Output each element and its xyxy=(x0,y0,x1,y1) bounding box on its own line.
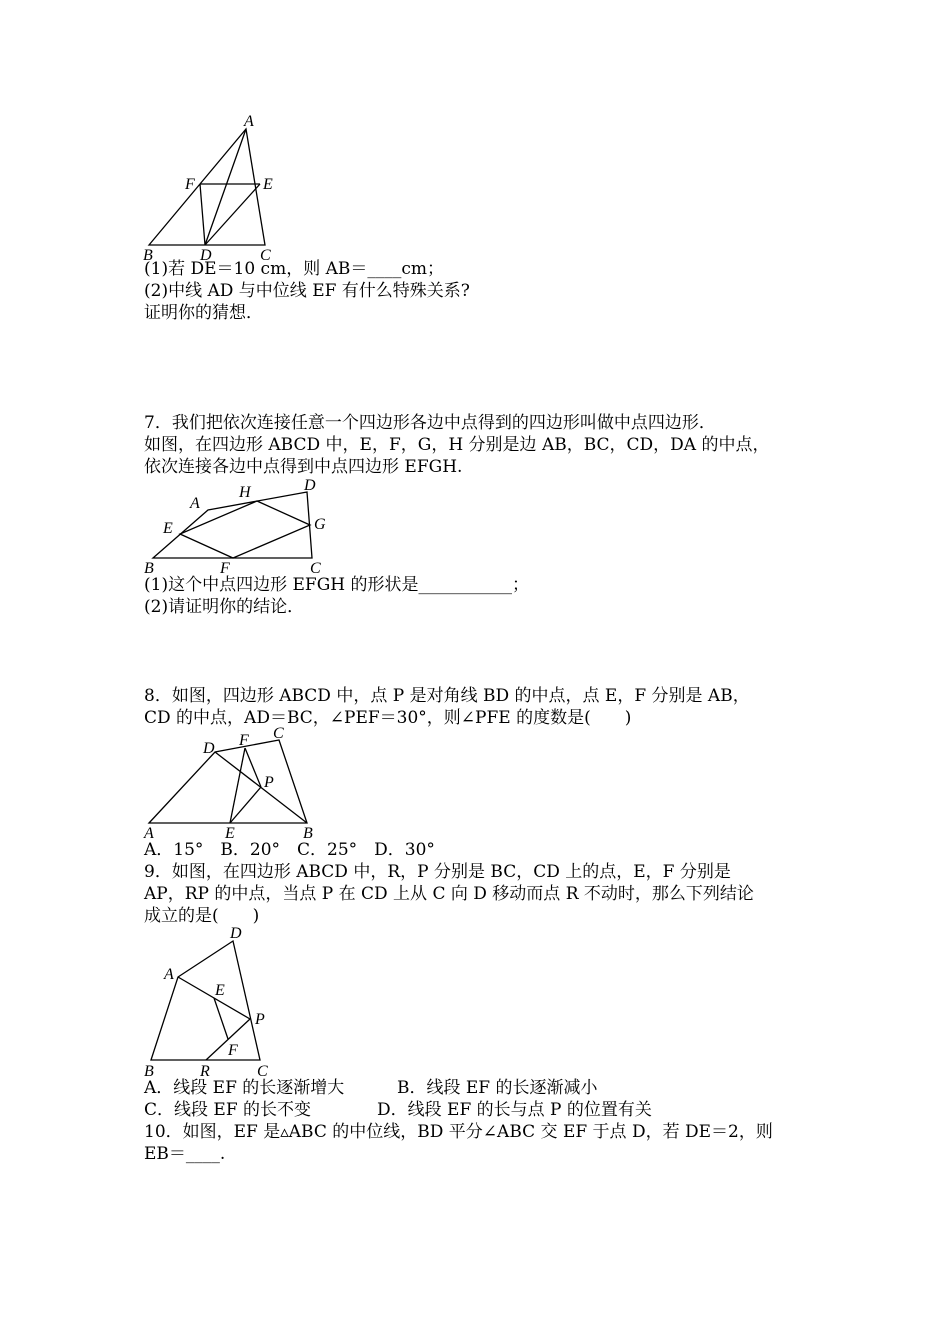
segment-ef xyxy=(214,998,228,1039)
label-c: C xyxy=(273,725,284,742)
q7-part2: (2)请证明你的结论． xyxy=(144,597,305,617)
label-f: F xyxy=(185,176,195,193)
segment-ep xyxy=(230,787,261,823)
q9-option-a: A．线段 EF 的长逐渐增大 xyxy=(144,1078,345,1098)
label-d: D xyxy=(203,740,215,757)
label-d: D xyxy=(200,247,212,264)
label-e: E xyxy=(225,825,235,842)
segment-ed xyxy=(205,184,260,245)
segment-ef xyxy=(230,748,245,823)
quadrilateral-abcd xyxy=(153,492,312,558)
label-b: B xyxy=(143,247,153,264)
label-c: C xyxy=(257,1063,268,1080)
label-b: B xyxy=(144,560,154,577)
label-f: F xyxy=(228,1042,238,1059)
q6-part2: (2)中线 AD 与中位线 EF 有什么特殊关系? xyxy=(144,281,470,301)
q9-statement-3: 成立的是( ) xyxy=(144,906,260,926)
label-p: P xyxy=(264,774,274,791)
quadrilateral-abcd xyxy=(149,740,307,823)
q7-statement-1: 7．我们把依次连接任意一个四边形各边中点得到的四边形叫做中点四边形． xyxy=(144,413,716,433)
label-a: A xyxy=(144,825,154,842)
quadrilateral-ref-figure xyxy=(140,922,290,1080)
label-d: D xyxy=(304,477,316,494)
label-f: F xyxy=(220,560,230,577)
q7-part1: (1)这个中点四边形 EFGH 的形状是___________； xyxy=(144,575,529,595)
label-b: B xyxy=(144,1063,154,1080)
q9-option-c: C．线段 EF 的长不变 xyxy=(144,1100,312,1120)
label-a: A xyxy=(244,113,254,130)
label-g: G xyxy=(314,516,326,533)
q7-statement-3: 依次连接各边中点得到中点四边形 EFGH. xyxy=(144,457,463,477)
q8-options: A．15° B．20° C．25° D．30° xyxy=(144,840,435,860)
triangle-abc xyxy=(149,129,265,245)
quadrilateral-pef-figure xyxy=(140,722,330,842)
q8-statement-2: CD 的中点，AD＝BC，∠PEF＝30°，则∠PFE 的度数是( ) xyxy=(144,708,632,728)
label-p: P xyxy=(255,1011,265,1028)
label-e: E xyxy=(215,982,225,999)
segment-fd xyxy=(200,184,205,245)
q10-statement-2: EB＝____. xyxy=(144,1144,226,1164)
median-ad xyxy=(205,129,246,245)
label-h: H xyxy=(239,484,251,501)
label-a: A xyxy=(164,966,174,983)
label-r: R xyxy=(200,1063,210,1080)
q10-statement-1: 10．如图，EF 是▵ABC 的中位线，BD 平分∠ABC 交 EF 于点 D，若 DE＝2，则 xyxy=(144,1122,773,1142)
q9-option-d: D．线段 EF 的长与点 P 的位置有关 xyxy=(377,1100,652,1120)
label-e: E xyxy=(263,176,273,193)
q8-statement-1: 8．如图，四边形 ABCD 中，点 P 是对角线 BD 的中点，点 E，F 分别是 AB， xyxy=(144,686,750,706)
q9-statement-2: AP，RP 的中点，当点 P 在 CD 上从 C 向 D 移动而点 R 不动时，那么下列结论 xyxy=(144,884,754,904)
q6-part1: (1)若 DE＝10 cm，则 AB＝____cm； xyxy=(144,259,445,279)
q6-prove: 证明你的猜想． xyxy=(144,303,263,323)
label-d: D xyxy=(230,925,242,942)
q7-statement-2: 如图，在四边形 ABCD 中，E，F，G，H 分别是边 AB，BC，CD，DA 的中点， xyxy=(144,435,770,455)
quadrilateral-abcd xyxy=(151,941,260,1060)
q9-statement-1: 9．如图，在四边形 ABCD 中，R，P 分别是 BC，CD 上的点，E，F 分别是 xyxy=(144,862,731,882)
label-c: C xyxy=(260,247,271,264)
label-b: B xyxy=(303,825,313,842)
label-e: E xyxy=(163,520,173,537)
label-f: F xyxy=(239,732,249,749)
triangle-abc-figure xyxy=(140,110,290,265)
quadrilateral-efgh-figure xyxy=(140,474,340,579)
label-c: C xyxy=(310,560,321,577)
q9-option-b: B．线段 EF 的长逐渐减小 xyxy=(397,1078,598,1098)
label-a: A xyxy=(190,495,200,512)
